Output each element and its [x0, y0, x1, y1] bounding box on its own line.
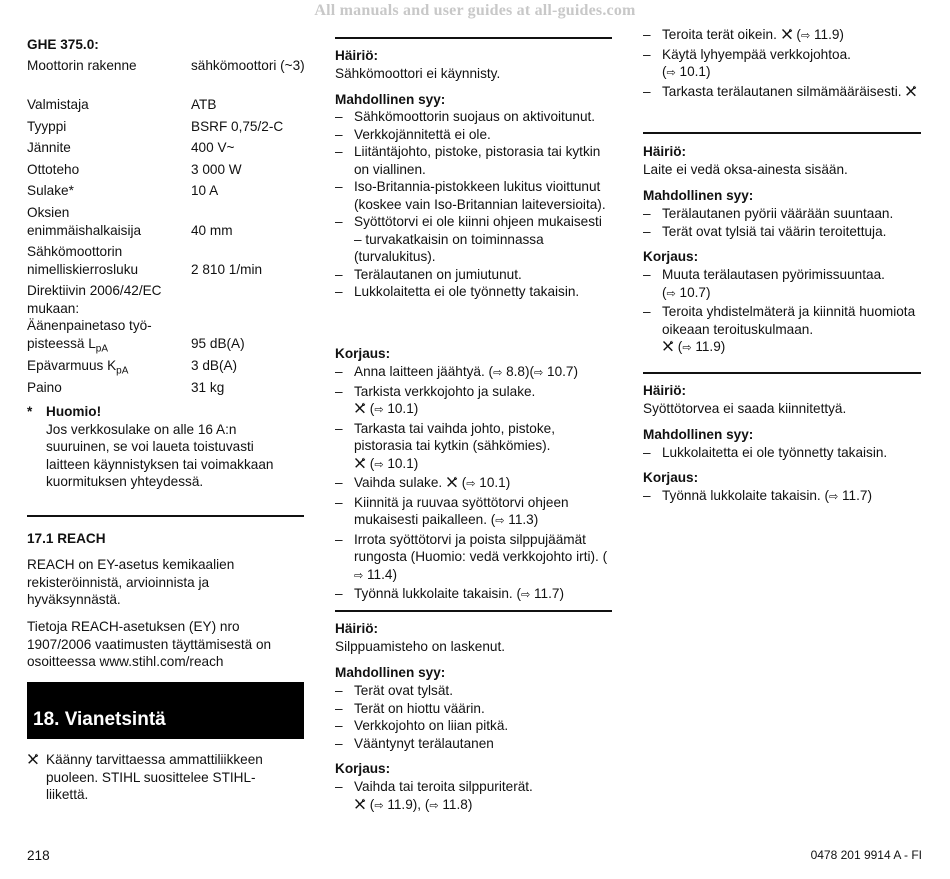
list-item: – Verkkojännitettä ei ole. [335, 126, 612, 144]
spec-value: 31 kg [191, 380, 225, 395]
fault-label: Häiriö: [643, 383, 687, 398]
remedy-ref: 11.8) [442, 796, 473, 812]
arrow-reference-icon: ⇨ [493, 367, 503, 379]
arrow-reference-icon: ⇨ [666, 287, 676, 300]
remedy-ref: 11.9), ( [387, 796, 430, 812]
spec-label: Sulake* [27, 183, 74, 198]
spec-label: Valmistaja [27, 97, 89, 112]
wrench-screwdriver-icon [354, 402, 366, 414]
wrench-screwdriver-icon [354, 798, 366, 810]
arrow-reference-icon: ⇨ [800, 30, 811, 42]
remedy-text: Irrota syöttötorvi ja poista silppujäämät rungosta (Huomio: vedä verkkojohto irti). [354, 531, 599, 564]
fault-text: Sähkömoottori ei käynnisty. [335, 66, 501, 81]
remedy-ref: 8.8)( [506, 364, 535, 379]
remedy-text: Tarkasta terälautanen silmämääräisesti. [662, 83, 902, 99]
section-divider [335, 37, 612, 39]
remedy-ref: 11.7) [534, 586, 564, 601]
remedy-ref: 10.1) [679, 64, 711, 79]
spec-label-text: Direktiivin 2006/42/EC mukaan: Äänenpainetaso työ-pisteessä L [27, 283, 162, 351]
chapter-title: 18. Vianetsintä [33, 709, 166, 730]
spec-label: Moottorin rakenne [27, 58, 137, 73]
spec-label: Jännite [27, 140, 71, 155]
list-item: – Vaihda tai teroita silppuriterät. (⇨ 11.9), (⇨ 11.8) [335, 778, 612, 815]
list-item: – Iso-Britannia-pistokkeen lukitus vioittunut (koskee vain Iso-Britannian laiteversioita). [335, 178, 612, 213]
list-item: – Syöttötorvi ei ole kiinni ohjeen mukaisesti – turvakatkaisin on toiminnassa (turvalukitus). [335, 213, 612, 266]
arrow-reference-icon: ⇨ [466, 478, 476, 490]
arrow-reference-icon: ⇨ [534, 367, 544, 379]
arrow-reference-icon: ⇨ [666, 67, 676, 79]
arrow-reference-icon: ⇨ [374, 404, 384, 416]
spec-label: Paino [27, 380, 62, 395]
spec-label-sub: pA [95, 343, 108, 355]
cause-label: Mahdollinen syy: [643, 427, 754, 442]
chapter-note-text: Käänny tarvittaessa ammattiliikkeen puoleen. STIHL suosittelee STIHL-liikettä. [46, 752, 263, 802]
note-text: Jos verkkosulake on alle 16 A:n suuruinen, se voi laueta toistuvasti laitteen käynnistyksen tai voimakkaan kuormituksen yhteydessä. [46, 421, 274, 489]
remedy-ref: 10.7) [547, 364, 578, 379]
spec-value: 2 810 1/min [191, 262, 263, 277]
list-item: – Työnnä lukkolaite takaisin. (⇨ 11.7) [643, 487, 921, 507]
arrow-reference-icon: ⇨ [829, 491, 839, 503]
remedy-ref: 11.3) [508, 512, 539, 527]
spec-label: Oksien enimmäishalkaisija [27, 205, 142, 238]
remedy-text: Teroita yhdistelmäterä ja kiinnitä huomiota oikeaan teroituskulmaan. [662, 304, 916, 337]
list-item: – Vääntynyt terälautanen [335, 735, 612, 753]
remedy-list [335, 363, 612, 605]
cause-list [643, 205, 921, 240]
list-item: – Teroita yhdistelmäterä ja kiinnitä huomiota oikeaan teroituskulmaan. (⇨ 11.9) [643, 303, 921, 358]
spec-value: 3 000 W [191, 162, 242, 177]
spec-label-sub: pA [116, 365, 129, 377]
reach-title: 17.1 REACH [27, 531, 106, 546]
remedy-text: Kiinnitä ja ruuvaa syöttötorvi ohjeen mukaisesti paikalleen. [354, 494, 569, 527]
remedy-text: Anna laitteen jäähtyä. [354, 364, 485, 379]
cause-label: Mahdollinen syy: [335, 665, 446, 680]
wrench-screwdriver-icon [905, 85, 917, 97]
remedy-ref: 10.1) [479, 475, 511, 490]
arrow-reference-icon: ⇨ [495, 515, 505, 527]
fault-label: Häiriö: [335, 48, 379, 63]
remedy-text: Työnnä lukkolaite takaisin. [662, 488, 821, 503]
list-item: – Käytä lyhyempää verkkojohtoa. (⇨ 10.1) [643, 46, 921, 83]
remedy-text: Vaihda sulake. [354, 475, 443, 490]
remedy-text: Tarkista verkkojohto ja sulake. [354, 383, 536, 399]
remedy-label: Korjaus: [335, 346, 391, 361]
list-item: – Työnnä lukkolaite takaisin. (⇨ 11.7) [335, 585, 612, 605]
wrench-screwdriver-icon [662, 340, 674, 352]
reach-paragraph-2: Tietoja REACH-asetuksen (EY) nro 1907/2006 vaatimusten täyttämisestä on osoitteessa www.stihl.com/reach [27, 619, 272, 669]
fault-text: Laite ei vedä oksa-ainesta sisään. [643, 162, 848, 177]
wrench-screwdriver-icon [27, 753, 39, 765]
spec-value: 40 mm [191, 223, 233, 238]
remedy-label: Korjaus: [335, 761, 391, 776]
list-item: – Liitäntäjohto, pistoke, pistorasia tai kytkin on viallinen. [335, 143, 612, 178]
spec-value: 3 dB(A) [191, 358, 238, 373]
remedy-ref: 10.1) [387, 455, 419, 471]
chapter-banner [27, 682, 304, 739]
remedy-label: Korjaus: [643, 470, 699, 485]
remedy-list [335, 778, 612, 815]
wrench-screwdriver-icon [354, 457, 366, 469]
remedy-text: Työnnä lukkolaite takaisin. [354, 586, 513, 601]
list-item: – Terät on hiottu väärin. [335, 700, 612, 718]
fault-text: Syöttötorvea ei saada kiinnitettyä. [643, 401, 847, 416]
list-item: – Kiinnitä ja ruuvaa syöttötorvi ohjeen mukaisesti paikalleen. (⇨ 11.3) [335, 494, 612, 531]
page-number: 218 [27, 848, 50, 863]
remedy-text: Vaihda tai teroita silppuriterät. [354, 779, 533, 794]
remedy-text: Teroita terät oikein. [662, 27, 777, 42]
watermark: All manuals and user guides at all-guides.com [314, 2, 636, 19]
arrow-reference-icon: ⇨ [682, 342, 692, 354]
spec-value: BSRF 0,75/2-C [191, 119, 284, 134]
remedy-ref: 10.1) [387, 401, 419, 416]
wrench-screwdriver-icon [781, 28, 793, 40]
section-divider [335, 610, 612, 612]
cause-label: Mahdollinen syy: [335, 92, 446, 107]
spec-label: Tyyppi [27, 119, 67, 134]
arrow-reference-icon: ⇨ [374, 458, 384, 471]
remedy-ref: 11.4) [367, 566, 397, 582]
spec-value: 400 V~ [191, 140, 235, 155]
list-item: – Irrota syöttötorvi ja poista silppujäämät rungosta (Huomio: vedä verkkojohto irti). (⇨ 11.4) [335, 531, 612, 586]
remedy-list [643, 487, 921, 507]
cause-label: Mahdollinen syy: [643, 188, 754, 203]
list-item: – Tarkasta tai vaihda johto, pistoke, pistorasia tai kytkin (sähkömies). (⇨ 10.1) [335, 420, 612, 475]
chapter-note [27, 751, 304, 804]
fault-label: Häiriö: [643, 144, 687, 159]
list-item: – Terät ovat tylsiä tai väärin teroitettuja. [643, 223, 921, 241]
note-title: Huomio! [46, 404, 102, 419]
cause-list [335, 108, 612, 301]
remedy-list [643, 266, 921, 358]
list-item: – Terälautanen on jumiutunut. [335, 266, 612, 284]
remedy-list-continued [643, 26, 921, 100]
spec-value: ATB [191, 97, 217, 112]
spec-label [27, 282, 177, 355]
spec-note [27, 403, 304, 491]
note-mark: * [27, 404, 33, 419]
arrow-reference-icon: ⇨ [374, 799, 384, 812]
remedy-ref: 11.9) [813, 27, 844, 42]
list-item: – Verkkojohto on liian pitkä. [335, 717, 612, 735]
spec-label-text: Epävarmuus K [27, 358, 117, 373]
spec-label [27, 357, 187, 375]
arrow-reference-icon: ⇨ [521, 589, 531, 601]
fault-text: Silppuamisteho on laskenut. [335, 639, 506, 654]
remedy-text: Käytä lyhyempää verkkojohtoa. [662, 46, 851, 62]
spec-label: Sähkömoottorin nimelliskierrosluku [27, 244, 139, 277]
reach-paragraph-1: REACH on EY-asetus kemikaalien rekisteröinnistä, arvioinnista ja hyväksynnästä. [27, 557, 235, 607]
spec-label: Ottoteho [27, 162, 80, 177]
list-item: – Terälautanen pyörii väärään suuntaan. [643, 205, 921, 223]
list-item: – Muuta terälautasen pyörimissuuntaa. (⇨ 10.7) [643, 266, 921, 303]
remedy-text: Tarkasta tai vaihda johto, pistoke, pistorasia tai kytkin (sähkömies). [354, 420, 555, 453]
section-divider [643, 372, 921, 374]
cause-list [335, 682, 612, 752]
list-item: – Teroita terät oikein. (⇨ 11.9) [643, 26, 921, 46]
remedy-ref: 10.7) [679, 284, 711, 300]
list-item: – Terät ovat tylsät. [335, 682, 612, 700]
arrow-reference-icon: ⇨ [429, 799, 439, 812]
spec-heading: GHE 375.0: [27, 37, 99, 52]
section-divider [27, 515, 304, 517]
fault-label: Häiriö: [335, 621, 379, 636]
remedy-label: Korjaus: [643, 249, 699, 264]
wrench-screwdriver-icon [446, 476, 458, 488]
list-item: – Sähkömoottorin suojaus on aktivoitunut. [335, 108, 612, 126]
remedy-text: Muuta terälautasen pyörimissuuntaa. [662, 267, 885, 282]
list-item [643, 83, 921, 101]
remedy-ref: 11.7) [842, 488, 872, 503]
list-item: – Tarkista verkkojohto ja sulake. (⇨ 10.1) [335, 383, 612, 420]
remedy-ref: 11.9) [695, 339, 726, 354]
list-item: – Lukkolaitetta ei ole työnnetty takaisin. [335, 283, 612, 301]
arrow-reference-icon: ⇨ [354, 569, 364, 582]
spec-value: 95 dB(A) [191, 336, 245, 351]
list-item: – Lukkolaitetta ei ole työnnetty takaisin. [643, 444, 921, 462]
spec-value: 10 A [191, 183, 219, 198]
section-divider [643, 132, 921, 134]
document-code: 0478 201 9914 A - FI [810, 848, 922, 862]
cause-list [643, 444, 921, 462]
spec-value: sähkömoottori (~3) [191, 58, 305, 73]
list-item: – Vaihda sulake. (⇨ 10.1) [335, 474, 612, 494]
list-item: – Anna laitteen jäähtyä. (⇨ 8.8)(⇨ 10.7) [335, 363, 612, 383]
